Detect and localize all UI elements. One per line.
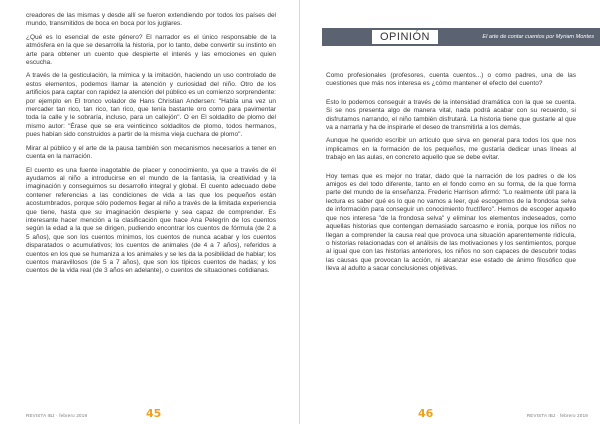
right-paragraph-2: Esto lo podemos conseguir a través de la intensidad dramática con la que se cuenta. Si se nos presenta algo de manera vital, nada podrá acabar con su recuerdo, si disfrutamos narrando, el niño también disfrutará. La historia tiene que gustarle al que va a narrarla y ha de inspirarle el deseo de transmitirla a los demás. xyxy=(326,98,576,132)
right-page-number: 46 xyxy=(418,407,434,420)
right-paragraph-4: Hoy temas que es mejor no tratar, dado que la narración de los padres o de los amigos es del todo diferente, tanto en el fondo como en su forma, de la que forma parte del mundo de la enseñanza. Frederic Harrison afirmó: "Lo realmente útil para la lectura es saber qué es lo que no vamos a leer, qué escogemos de la frondosa selva de información para conseguir un conocimiento fructífero". Hemos de escoger aquello que nos interesa "de la frondosa selva" y eliminar los elementos indeseados, como aquellas historias que contengan demasiado sarcasmo e ironía, porque los niños no llegan a comprender la causa real que provoca una situación aparentemente ridícula, o historias relacionadas con el análisis de las motivaciones y los sentimientos, porque al igual que con las historias anteriores, los niños no son capaces de descubrir todas las causas que provocan la acción, ni alcanzar ese estado de ánimo filosófico que lleva al adulto a sacar conclusiones objetivas. xyxy=(326,172,576,273)
right-paragraph-3: Aunque he querido escribir un artículo que sirva en general para todos los que nos implicamos en la formación de los pequeños, me gustaría dedicar unas líneas al trabajo en las aulas, en concreto aquello que se debe evitar. xyxy=(326,137,576,162)
right-page xyxy=(300,0,600,424)
left-page-number: 45 xyxy=(146,407,162,420)
left-paragraph-2: ¿Qué es lo esencial de este género? El narrador es el único responsable de la atmósfera en la que se desarrolla la historia, por lo tanto, debe convertir su instinto en arte para obtener un cuento que despierte el interés y las emociones en quien escucha. xyxy=(26,33,276,67)
left-paragraph-1: creadores de las mismas y desde allí se fueron extendiendo por todos los países del mundo, transmitidos de boca en boca por los juglares. xyxy=(26,12,276,28)
left-paragraph-3: A través de la gesticulación, la mímica y la imitación, haciendo un uso controlado de estos elementos, podemos llamar la atención y curiosidad del niño. Otro de los artificios para captar con rapidez la atención del público es un comienzo sorprendente: por ejemplo en El tronco volador de Hans Christian Andersen: "Había una vez un mercader tan rico, tan rico, tan rico, que tenía bastante oro como para pavimentar toda la calle y le sobraría, incluso, para un callejón". O en El soldadito de plomo del mismo autor: "Érase que se era veinticinco soldaditos de plomo, todos hermanos, pues habían sido construidos a partir de la misma vieja cuchara de plomo". xyxy=(26,72,276,139)
right-paragraph-1: Como profesionales (profesores, cuenta cuentos...) o como padres, una de las cuestiones que más nos interesa es ¿cómo mantener el efecto del cuento? xyxy=(326,72,576,88)
section-header-bar xyxy=(322,28,600,46)
section-title: OPINIÓN xyxy=(372,30,438,44)
left-text-column xyxy=(26,12,276,281)
left-paragraph-5: El cuento es una fuente inagotable de placer y conocimiento, ya que a través de él ayudamos al niño a introducirse en el mundo de la fantasía, la creatividad y la imaginación y conseguimos su desarrollo integral y global. El cuento adecuado debe contener referencias a las condiciones de vida a las que los pequeños están acostumbrados, porque sólo podemos llegar al niño a través de la limitada experiencia que tiene, hasta que su imaginación despierte y sea capaz de comprender. Es interesante hacer mención a la clasificación que hace Ana Pelegrín de los cuentos según la edad a la que se dirigen, pudiendo encontrar los cuentos de fórmula (de 2 a 5 años), que son los cuentos mínimos, los cuentos de nunca acabar y los cuentos disparatados o acumulativos; los cuentos de animales (de 4 a 7 años), referidos a cuentos en los que se humaniza a los animales y se les da la posibilidad de hablar; los cuentos maravillosos (de 5 a 7 años), que son los típicos cuentos de hadas; y los cuentos de la vida real (de 3 años en adelante), o cuentos de situaciones cotidianas. xyxy=(26,166,276,275)
right-footer: REVISTA IBJ · febrero 2019 xyxy=(526,413,588,418)
left-footer: REVISTA IBJ · febrero 2019 xyxy=(26,413,88,418)
article-subtitle: El arte de contar cuentos por Myriam Montes xyxy=(482,34,594,40)
left-paragraph-4: Mirar al público y el arte de la pausa también son mecanismos necesarios a tener en cuenta en la narración. xyxy=(26,144,276,161)
right-text-column xyxy=(326,72,576,279)
